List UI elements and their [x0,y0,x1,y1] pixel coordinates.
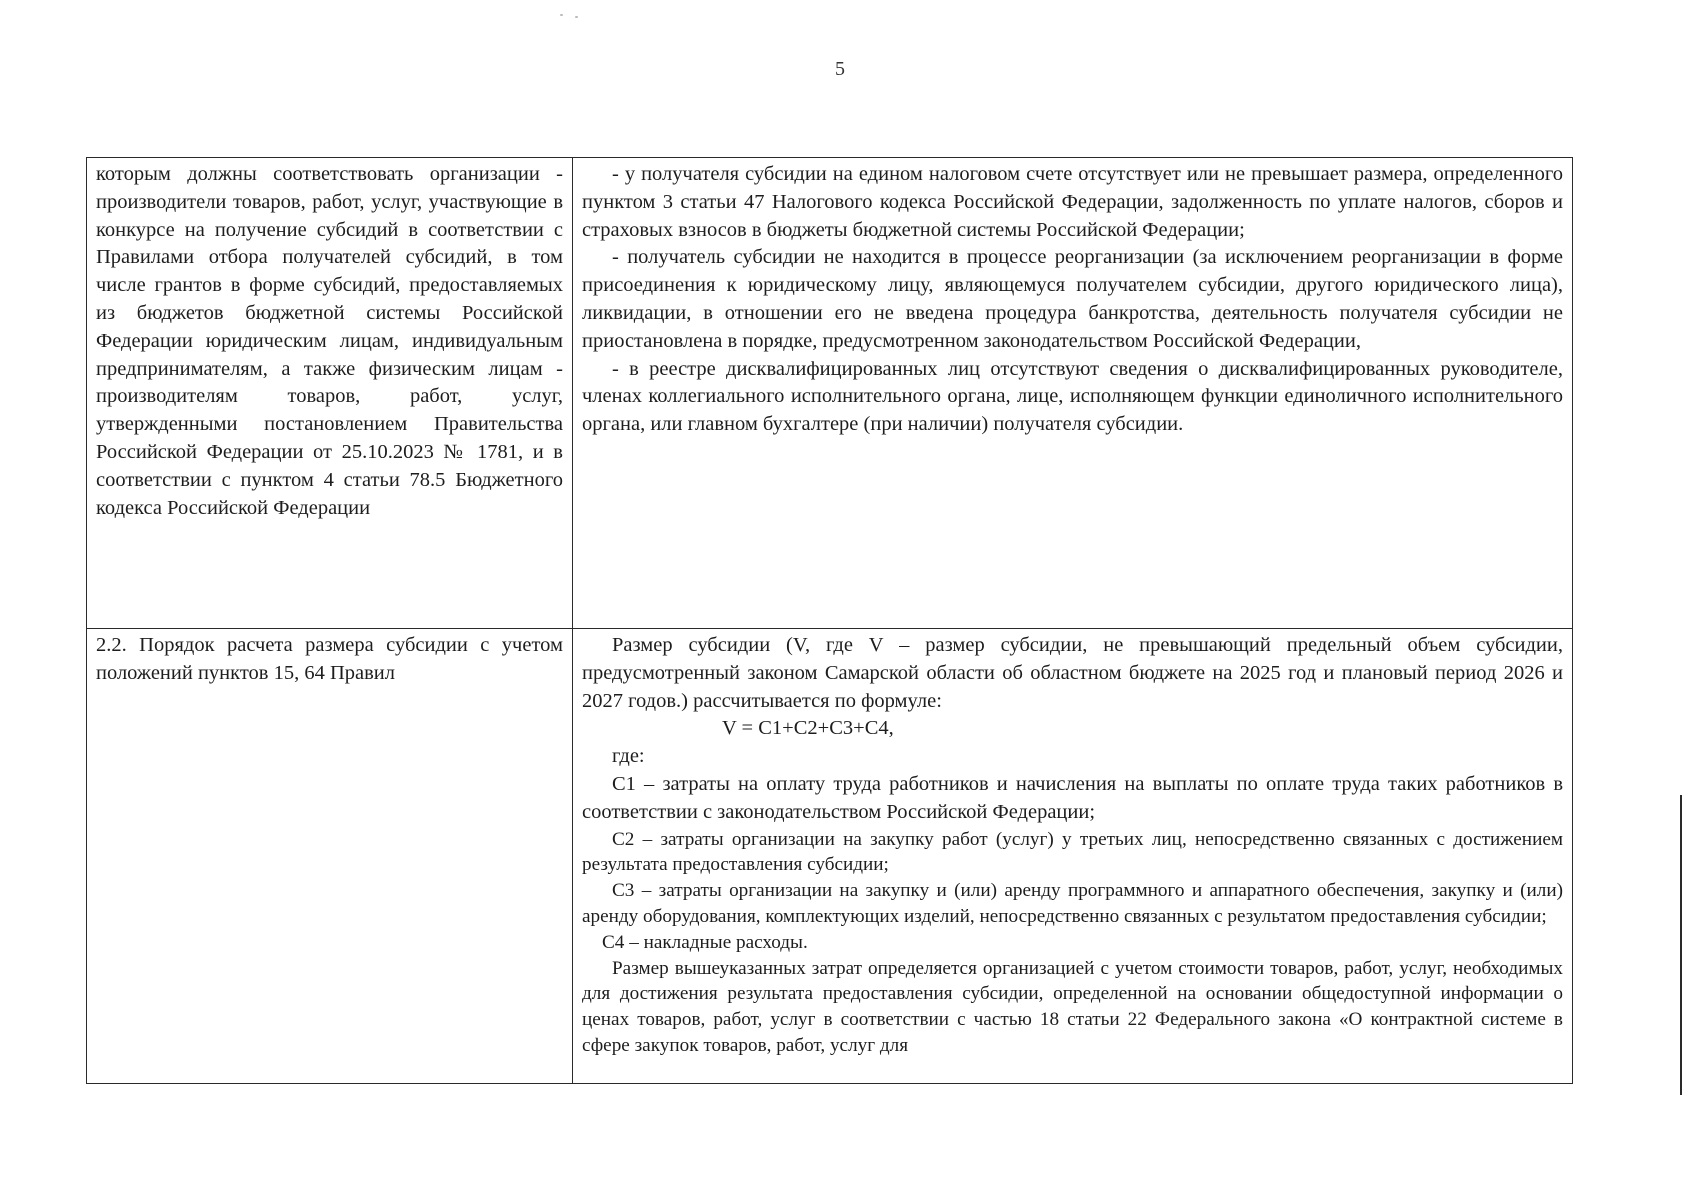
requirements-label-text: которым должны соответствовать организации - производители товаров, работ, услуг, участвующие в конкурсе на получение субсидий в соответствии с Правилами отбора получателей субсидий, в том числе грантов в форме субсидий, предоставляемых из бюджетов бюджетной системы Российской Федерации юридическим лицам, индивидуальным предпринимателям, а также физическим лицам - производителям товаров, работ, услуг, утвержденными постановлением Правительства Российской Федерации от 25.10.2023 № 1781, и в соответствии с пунктом 4 статьи 78.5 Бюджетного кодекса Российской Федерации [96,163,563,519]
calculation-formula: V = C1+C2+C3+C4, [722,717,894,740]
page-number: 5 [835,58,845,80]
table-row [87,629,1573,1084]
requirement-item-reorganization: - получатель субсидии не находится в процессе реорганизации (за исключением реорганизации в форме присоединения к юридическому лицу, являющемуся получателем субсидии, другого юридического лица), ликвидации, в отношении его не введена процедура банкротства, деятельность получателя субсидии не приостановлена в порядке, предусмотренном законодательством Российской Федерации, [582,246,1563,352]
formula-where-label: где: [612,745,645,768]
calculation-intro: Размер субсидии (V, где V – размер субсидии, не превышающий предельный объем субсидии, предусмотренный законом Самарской области об областном бюджете на 2025 год и плановый период 2026 и 2027 годов.) рассчитывается по формуле: [582,634,1563,712]
table-cell-calculation-label [87,629,573,1084]
formula-term-c2: C2 – затраты организации на закупку работ (услуг) у третьих лиц, непосредственно связанных с достижением результата предоставления субсидии; [582,828,1563,876]
scan-edge-mark [1680,795,1682,1095]
table-cell-requirements-list [573,158,1573,629]
requirement-item-disqualified: - в реестре дисквалифицированных лиц отсутствуют сведения о дисквалифицированных руководителе, членах коллегиального исполнительного органа, лице, исполняющем функции единоличного исполнительного органа, или главном бухгалтере (при наличии) получателя субсидии. [582,357,1563,436]
scan-speck [575,16,578,18]
table-cell-calculation-body [573,629,1573,1084]
calculation-closing: Размер вышеуказанных затрат определяется организацией с учетом стоимости товаров, работ, услуг, необходимых для достижения результата предоставления субсидии, определенной на основании общедоступной информации о ценах товаров, работ, услуг в соответствии с частью 18 статьи 22 Федерального закона «О контрактной системе в сфере закупок товаров, работ, услуг для [582,957,1563,1056]
scan-speck [560,14,563,16]
formula-term-c3: C3 – затраты организации на закупку и (или) аренду программного и аппаратного обеспечения, закупку и (или) аренду оборудования, комплектующих изделий, непосредственно связанных с результатом предоставления субсидии; [582,880,1563,927]
formula-term-c4: C4 – накладные расходы. [602,931,808,953]
formula-term-c1: C1 – затраты на оплату труда работников и начисления на выплаты по оплате труда таких работников в соответствии с законодательством Российской Федерации; [582,772,1563,823]
document-table [86,157,1573,1084]
table-row [87,158,1573,629]
calculation-label-text: 2.2. Порядок расчета размера субсидии с учетом положений пунктов 15, 64 Правил [96,634,563,684]
table-cell-requirements-label [87,158,573,629]
requirement-item-tax-debt: - у получателя субсидии на едином налоговом счете отсутствует или не превышает размера, определенного пунктом 3 статьи 47 Налогового кодекса Российской Федерации, задолженность по уплате налогов, сборов и страховых взносов в бюджеты бюджетной системы Российской Федерации; [582,163,1563,241]
